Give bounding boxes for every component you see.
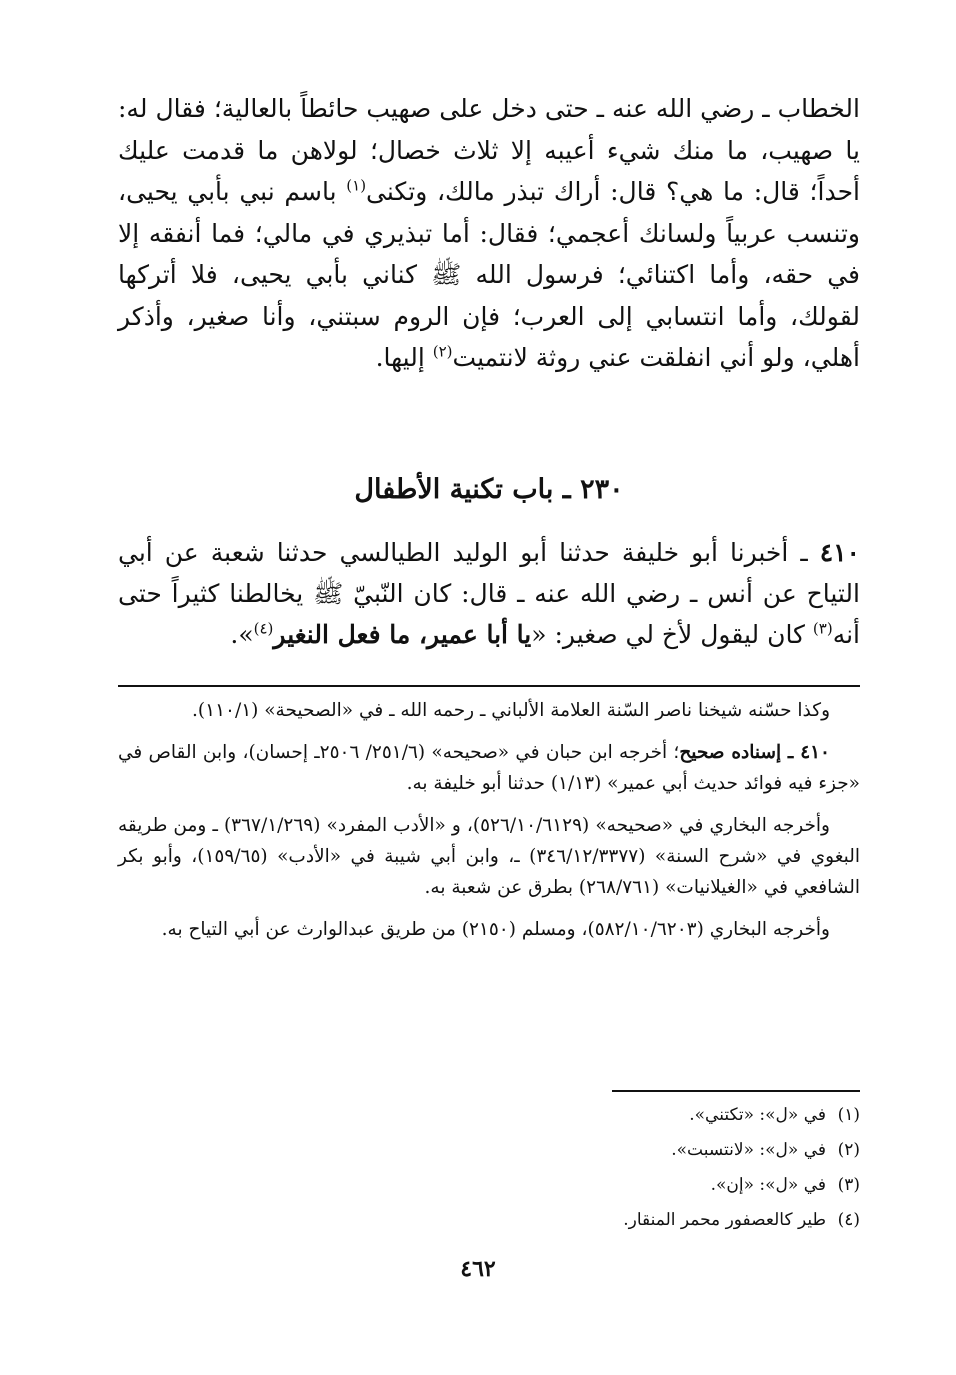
footnote-item bbox=[418, 1203, 860, 1238]
note-paragraph: وأخرجه البخاري في «صحيحه» (٥٢٦/١٠/٦١٢٩)، و «الأدب المفرد» (٣٦٧/١/٢٦٩) ـ ومن طريقه البغوي في «شرح السنة» (٣٤٦/١٢/٣٣٧٧) ـ، وابن أبي شيبة في «الأدب» (١٥٩/٦٥)، وأبو بكر الشافعي في «الغيلانيات» (٢٦٨/٧٦١) بطرق عن شعبة به. bbox=[118, 815, 860, 898]
notes-divider bbox=[118, 685, 860, 687]
hadith-text: كان ليقول لأخ لي صغير: « bbox=[531, 620, 813, 649]
footnote-item bbox=[418, 1098, 860, 1133]
hadith-paragraph bbox=[118, 532, 860, 655]
footnote-number: (٣) bbox=[837, 1175, 860, 1195]
footnote-number: (٢) bbox=[837, 1140, 860, 1160]
text-line: الخطاب ـ رضي الله عنه ـ حتى دخل على صهيب حائطاً بالعالية؛ فقال bbox=[155, 94, 860, 123]
note-paragraph: وأخرجه البخاري (٥٨٢/١٠/٦٢٠٣)، ومسلم (٢١٥٠) من طريق عبدالوارث عن أبي التياح به. bbox=[161, 919, 830, 940]
note-hadith-number: ٤١٠ bbox=[800, 742, 830, 763]
text-line: سبتني، وأنا صغير، وأذكر أهلي، ولو أني انفلقت عني روثة لانتميت bbox=[118, 301, 860, 372]
footnote-number: (١) bbox=[837, 1105, 860, 1125]
chapter-heading: ٢٣٠ ـ باب تكنية الأطفال bbox=[354, 474, 624, 505]
hadith-text: ». bbox=[230, 620, 254, 649]
note-text: ؛ أخرجه ابن حبان في «صحيحه» (٢٥١/٦/ ٢٥٠٦ـ إحسان)، وابن القاص في «جزء فيه فوائد حديث أبي عمير» (١/١٣) حدثنا أبو خليفة به. bbox=[118, 742, 860, 794]
main-paragraph bbox=[118, 88, 860, 379]
hadith-block bbox=[118, 532, 860, 655]
footnotes-block bbox=[418, 1098, 860, 1238]
text-line: له: يا صهيب، ما منك شيء أعيبه إلا ثلاث خصال؛ لولاهن ما قدمت bbox=[118, 94, 860, 165]
footnote-text: في «ل»: «إن». bbox=[710, 1175, 826, 1195]
footnote-ref-2[interactable]: (٢) bbox=[432, 342, 453, 361]
notes-block bbox=[118, 695, 860, 956]
text-line: باسم نبي bbox=[239, 177, 347, 206]
text-line: بأبي يحيى، فلا أتركها لقولك، وأما انتسابي إلى العرب؛ فإن الروم bbox=[118, 260, 860, 331]
footnote-text: في «ل»: «تكتني». bbox=[689, 1105, 826, 1125]
footnote-ref-1[interactable]: (١) bbox=[346, 176, 367, 195]
text-line: بأبي يحيى، وتنسب عربياً ولسانك أعجمي؛ فقال: أما تبذيري bbox=[118, 177, 861, 248]
footnote-item bbox=[418, 1133, 860, 1168]
text-line: عليك أحداً؛ قال: ما هي؟ قال: أراك تبذر مالك، وتكنى bbox=[118, 135, 860, 206]
hadith-text: ـ أخبرنا أبو خليفة حدثنا أبو الوليد الطيالسي حدثنا شعبة عن أبي التياح عن أنس ـ رضي الله عنه ـ قال: كان النّبيّ ﷺ يخالطنا كثيراً حتى أنه bbox=[118, 538, 860, 649]
text-line: إليها. bbox=[375, 343, 425, 372]
footnote-number: (٤) bbox=[837, 1210, 860, 1230]
note-paragraph bbox=[118, 737, 860, 799]
footnote-text: طير كالعصفور محمر المنقار. bbox=[623, 1210, 826, 1230]
note-grading: ـ إسناده صحيح bbox=[679, 742, 801, 763]
footnote-text: في «ل»: «لانتسبت». bbox=[671, 1140, 826, 1160]
hadith-quote: يا أبا عمير، ما فعل النغير bbox=[273, 620, 532, 649]
main-text-block bbox=[118, 88, 860, 379]
footnote-ref-3[interactable]: (٣) bbox=[812, 619, 833, 638]
footnote-ref-4[interactable]: (٤) bbox=[253, 619, 274, 638]
text-line: في مالي؛ فما أنفقه إلا في حقه، وأما اكتنائي؛ فرسول الله ﷺ كناني bbox=[118, 218, 860, 289]
footnote-item bbox=[418, 1168, 860, 1203]
page-number: ٤٦٢ bbox=[460, 1256, 496, 1282]
note-paragraph: وكذا حسّنه شيخنا ناصر السّنة العلامة الألباني ـ رحمه الله ـ في «الصحيحة» (١١٠/١). bbox=[192, 700, 830, 721]
footnotes-divider bbox=[612, 1090, 860, 1092]
hadith-number: ٤١٠ bbox=[819, 538, 860, 567]
